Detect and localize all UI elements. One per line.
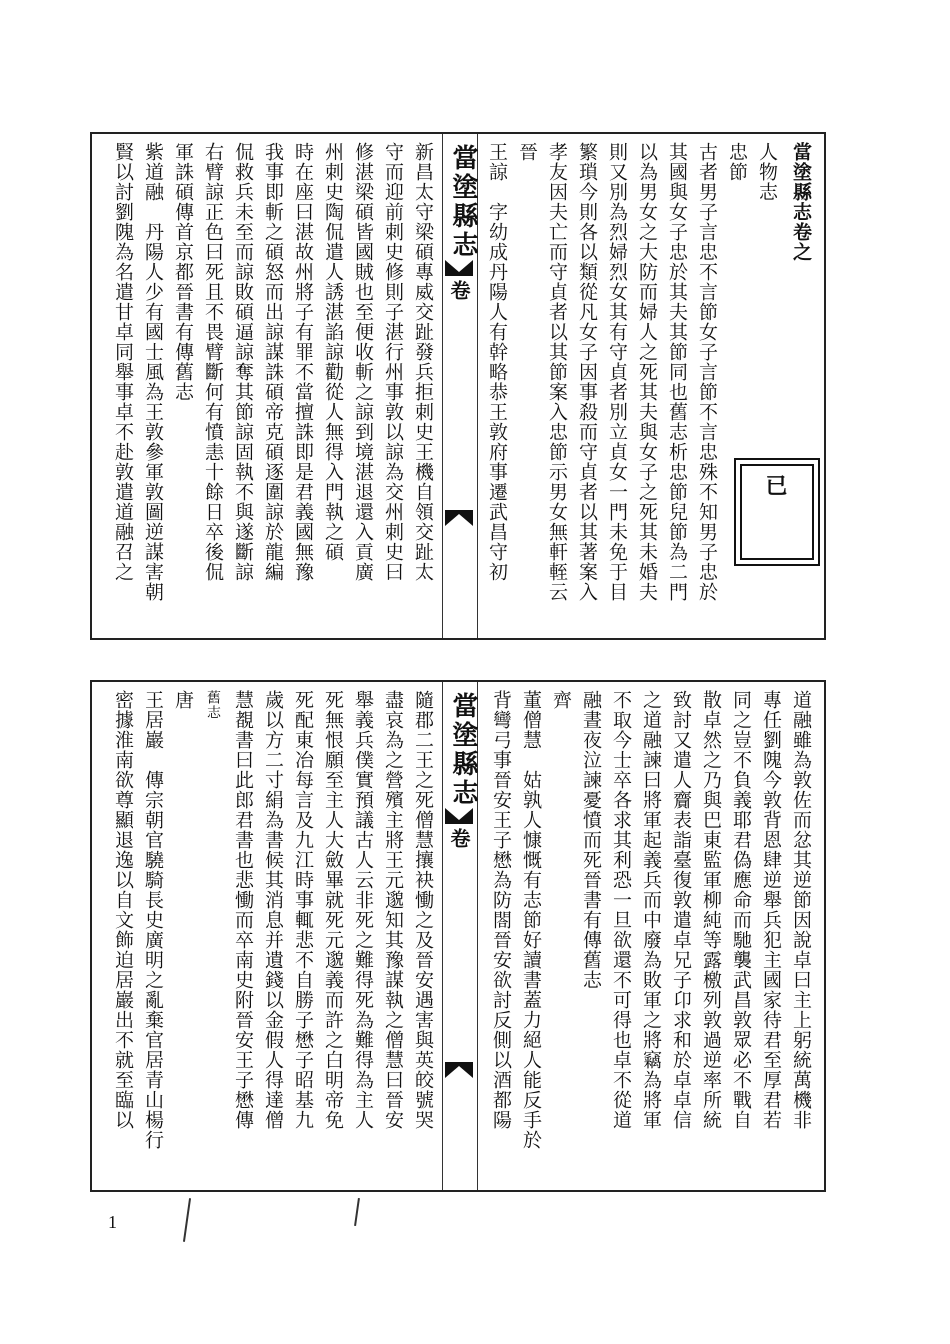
fishtail-ornament-icon — [445, 1062, 473, 1078]
column: 忠節 — [726, 142, 748, 182]
volume-header: 當塗縣志卷之 — [790, 142, 812, 262]
column: 王居巖 傳宗朝官驍騎長史廣明之亂棄官居青山楊行 — [142, 690, 164, 1150]
column: 守而迎前刺史修則子湛行州事敦以諒為交州刺史曰 — [382, 142, 404, 582]
column: 新昌太守梁碩專威交趾發兵拒刺史王機自領交趾太 — [412, 142, 434, 582]
column: 歲以方二寸絹為書候其消息并遺錢以金假人得達僧 — [262, 690, 284, 1130]
column: 時在座曰湛故州將子有罪不當擅誅即是君義國無豫 — [292, 142, 314, 582]
column: 修湛梁碩皆國賊也至便收斬之諒到境湛退還入貢廣 — [352, 142, 374, 582]
column: 以為男女之大防而婦人之死其夫與女子之死其未婚夫 — [636, 142, 658, 602]
column: 古者男子言忠不言節女子言節不言忠殊不知男子忠於 — [696, 142, 718, 602]
column: 侃救兵未至而諒敗碩逼諒奪其節諒固執不與遂斷諒 — [232, 142, 254, 582]
lower-page — [90, 680, 826, 1192]
upper-page — [90, 132, 826, 640]
column: 州刺史陶侃遣人誘湛諂諒勸從人無得入門執之碩 — [322, 142, 344, 562]
column: 右臂諒正色曰死且不畏臂斷何有憤恚十餘日卒後侃 — [202, 142, 224, 582]
column: 齊 — [550, 690, 572, 710]
band-marker: 卷 — [447, 280, 471, 303]
column: 融晝夜泣諫憂憤而死晉書有傳舊志 — [580, 690, 602, 990]
fishtail-ornament-icon — [445, 260, 473, 276]
column: 密據淮南欲尊顯退逸以自文飾迫居巖出不就至臨以 — [112, 690, 134, 1130]
column: 隨郡二王之死僧慧攘袂慟之及晉安遇害與英皎號哭 — [412, 690, 434, 1130]
column: 唐 — [172, 690, 194, 710]
column: 其國與女子忠於其夫其節同也舊志析忠節兒節為二門 — [666, 142, 688, 602]
fishtail-ornament-icon — [445, 808, 473, 824]
column: 之道融諫曰將軍起義兵而中廢為敗軍之將竊為將軍 — [640, 690, 662, 1130]
column: 背彎弓事晉安王子懋為防閤晉安欲討反側以酒都陽 — [490, 690, 512, 1130]
band-title: 當塗縣志 — [448, 144, 478, 260]
column: 人物志 — [756, 142, 778, 202]
library-seal-stamp — [734, 458, 820, 566]
center-fold-band — [442, 134, 478, 638]
column: 散卓然之乃與巴東監軍柳純等露檄列敦過逆率所統 — [700, 690, 722, 1130]
column: 我事即斬之碩怒而出諒謀誅碩帝克碩逐圍諒於龍編 — [262, 142, 284, 582]
center-fold-band — [442, 682, 478, 1190]
column: 繁瑣今則各以類從凡女子因事殺而守貞者以其著案入 — [576, 142, 598, 602]
column: 專任劉隗今敦背恩肆逆舉兵犯主國家待君至厚君若 — [760, 690, 782, 1130]
column: 舉義兵僕實預議古人云非死之難得死為難得為主人 — [352, 690, 374, 1130]
column: 致討又遣人齎表詣臺復敦遣卓兄子卬求和於卓卓信 — [670, 690, 692, 1130]
seal-character: 已 — [762, 474, 788, 496]
pencil-mark — [183, 1198, 191, 1242]
column: 死配東冶每言及九江時事輒悲不自勝子懋子昭基九 — [292, 690, 314, 1130]
column: 慧覩書曰此郎君書也悲慟而卒南史附晉安王子懋傳 — [232, 690, 254, 1130]
column: 不取今士卒各求其利恐一旦欲還不可得也卓不從道 — [610, 690, 632, 1130]
column: 董僧慧 姑孰人慷慨有志節好讀書蓋力絕人能反手於 — [520, 690, 542, 1150]
column: 賢以討劉隗為名遣甘卓同舉事卓不赴敦遣道融召之 — [112, 142, 134, 582]
column: 同之豈不負義耶君偽應命而馳襲武昌敦眾必不戰自 — [730, 690, 752, 1130]
pencil-mark — [354, 1198, 360, 1226]
column: 孝友因夫亡而守貞者以其節案入忠節示男女無軒輊云 — [546, 142, 568, 602]
column: 晉 — [516, 142, 538, 162]
column: 死無恨願至主人大斂畢就死元邈義而許之白明帝免 — [322, 690, 344, 1130]
page-number: 1 — [108, 1212, 117, 1232]
band-title: 當塗縣志 — [448, 692, 478, 808]
column: 則又別為烈婦烈女其有守貞者別立貞女一門未免于目 — [606, 142, 628, 602]
fishtail-ornament-icon — [445, 510, 473, 526]
column: 軍誅碩傳首京都晉書有傳舊志 — [172, 142, 194, 402]
column: 紫道融 丹陽人少有國士風為王敦參軍敦圖逆謀害朝 — [142, 142, 164, 602]
band-marker: 卷 — [447, 828, 471, 851]
column: 舊志 — [205, 690, 221, 720]
column: 道融雖為敦佐而忿其逆節因說卓曰主上躬統萬機非 — [790, 690, 812, 1130]
column: 盡哀為之營殯主將王元邈知其豫謀執之僧慧曰晉安 — [382, 690, 404, 1130]
column: 王諒 字幼成丹陽人有幹略恭王敦府事遷武昌守初 — [486, 142, 508, 582]
